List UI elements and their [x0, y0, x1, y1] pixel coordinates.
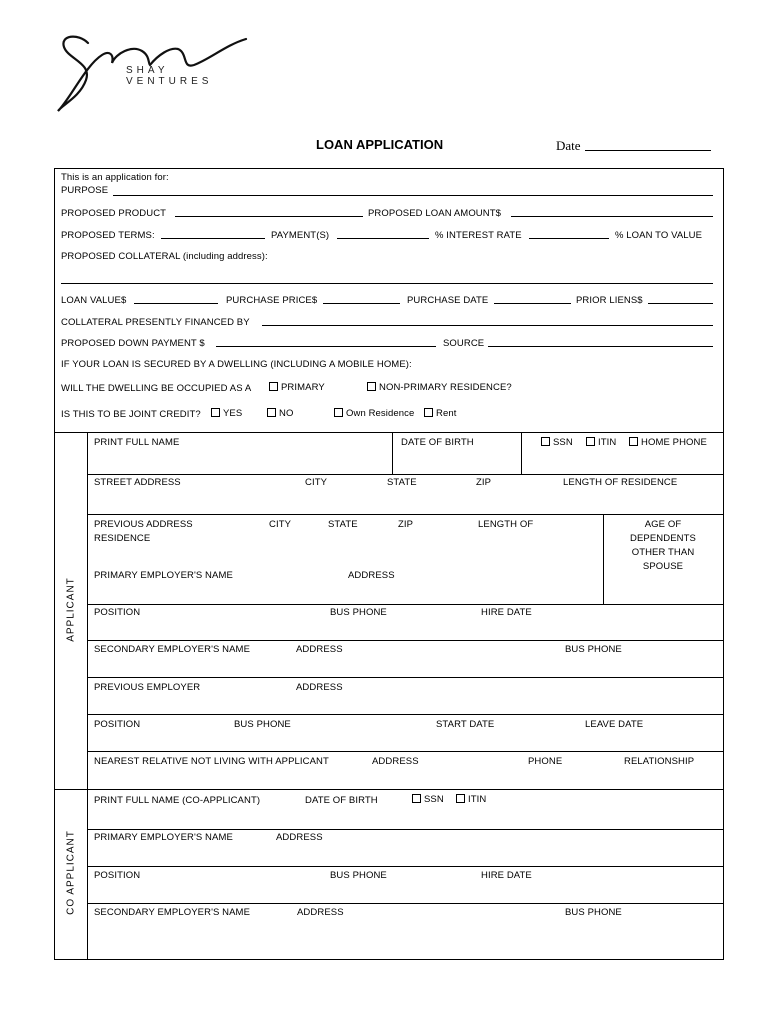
payments-label: PAYMENT(S)	[271, 230, 330, 241]
co-ssn-checkbox[interactable]	[412, 794, 421, 803]
collateral-financed-field[interactable]	[262, 325, 713, 326]
co-primary-employer-label: PRIMARY EMPLOYER'S NAME	[94, 832, 233, 843]
non-primary-label: NON-PRIMARY RESIDENCE?	[379, 382, 512, 393]
proposed-product-label: PROPOSED PRODUCT	[61, 208, 167, 219]
loan-value-label: LOAN VALUE$	[61, 295, 127, 306]
down-payment-field[interactable]	[216, 346, 436, 347]
source-field[interactable]	[488, 346, 713, 347]
rent-option[interactable]	[424, 408, 456, 419]
dependents-line-4: SPOUSE	[642, 561, 684, 572]
applicant-left-column-border	[87, 432, 88, 959]
previous-position-label: POSITION	[94, 719, 141, 730]
co-applicant-section-label: CO APPLICANT	[65, 830, 77, 915]
co-itin-option[interactable]	[456, 794, 486, 805]
joint-credit-label: IS THIS TO BE JOINT CREDIT?	[61, 409, 201, 420]
date-of-birth-label: DATE OF BIRTH	[401, 437, 474, 448]
rent-checkbox[interactable]	[424, 408, 433, 417]
itin-label: ITIN	[598, 437, 617, 448]
interest-rate-field[interactable]	[529, 238, 609, 239]
leave-date-label: LEAVE DATE	[585, 719, 644, 730]
non-primary-checkbox[interactable]	[367, 382, 376, 391]
primary-employer-label: PRIMARY EMPLOYER'S NAME	[94, 570, 233, 581]
itin-option[interactable]	[586, 437, 616, 448]
co-bus-phone-label: BUS PHONE	[330, 870, 387, 881]
dob-ssn-divider	[521, 432, 522, 474]
dwelling-occupied-label: WILL THE DWELLING BE OCCUPIED AS A	[61, 383, 252, 394]
co-ssn-label: SSN	[424, 794, 444, 805]
co-position-label: POSITION	[94, 870, 141, 881]
co-secondary-address-label: ADDRESS	[297, 907, 344, 918]
applicant-section-label: APPLICANT	[65, 577, 77, 642]
co-applicant-top-border	[54, 789, 724, 790]
purchase-date-label: PURCHASE DATE	[407, 295, 489, 306]
applicant-row6-border	[87, 677, 724, 678]
co-secondary-bus-phone-label: BUS PHONE	[565, 907, 622, 918]
street-address-label: STREET ADDRESS	[94, 477, 181, 488]
primary-option[interactable]	[269, 382, 325, 393]
previous-zip-label: ZIP	[398, 519, 414, 530]
yes-checkbox[interactable]	[211, 408, 220, 417]
previous-employer-address-label: ADDRESS	[296, 682, 343, 693]
ssn-label: SSN	[553, 437, 573, 448]
co-secondary-employer-label: SECONDARY EMPLOYER'S NAME	[94, 907, 251, 918]
bus-phone-label: BUS PHONE	[330, 607, 387, 618]
secondary-address-label: ADDRESS	[296, 644, 343, 655]
no-label: NO	[279, 408, 294, 419]
collateral-financed-label: COLLATERAL PRESENTLY FINANCED BY	[61, 317, 250, 328]
proposed-product-field[interactable]	[175, 216, 363, 217]
purchase-date-field[interactable]	[494, 303, 571, 304]
proposed-terms-field[interactable]	[161, 238, 265, 239]
proposed-collateral-field[interactable]	[61, 283, 713, 284]
proposed-terms-label: PROPOSED TERMS:	[61, 230, 155, 241]
previous-address-label: PREVIOUS ADDRESS	[94, 519, 193, 530]
co-row2-border	[87, 866, 724, 867]
previous-employer-label: PREVIOUS EMPLOYER	[94, 682, 201, 693]
co-row1-border	[87, 829, 724, 830]
loan-to-value-label: % LOAN TO VALUE	[615, 230, 703, 241]
own-residence-label: Own Residence	[346, 408, 415, 419]
hire-date-label: HIRE DATE	[481, 607, 532, 618]
previous-city-label: CITY	[269, 519, 292, 530]
name-dob-divider	[392, 432, 393, 474]
prior-liens-field[interactable]	[648, 303, 713, 304]
non-primary-option[interactable]	[367, 382, 512, 393]
dependents-line-1: AGE OF	[644, 519, 682, 530]
company-logo	[50, 25, 260, 120]
home-phone-checkbox[interactable]	[629, 437, 638, 446]
logo-brand-text: SHAY VENTURES	[126, 65, 213, 87]
purchase-price-label: PURCHASE PRICE$	[226, 295, 318, 306]
ssn-option[interactable]	[541, 437, 573, 448]
length-of-label: LENGTH OF	[478, 519, 534, 530]
primary-employer-address-label: ADDRESS	[348, 570, 395, 581]
prior-liens-label: PRIOR LIENS$	[576, 295, 643, 306]
dependents-line-2: DEPENDENTS	[630, 533, 696, 544]
print-full-name-label: PRINT FULL NAME	[94, 437, 180, 448]
position-label: POSITION	[94, 607, 141, 618]
co-print-full-name-label: PRINT FULL NAME (CO-APPLICANT)	[94, 795, 261, 806]
co-hire-date-label: HIRE DATE	[481, 870, 532, 881]
relative-address-label: ADDRESS	[372, 756, 419, 767]
applicant-row5-border	[87, 640, 724, 641]
applicant-top-border	[54, 432, 724, 433]
home-phone-label: HOME PHONE	[641, 437, 707, 448]
primary-checkbox[interactable]	[269, 382, 278, 391]
intro-text: This is an application for:	[61, 172, 169, 183]
relationship-label: RELATIONSHIP	[624, 756, 695, 767]
previous-bus-phone-label: BUS PHONE	[234, 719, 291, 730]
city-label: CITY	[305, 477, 328, 488]
proposed-collateral-label: PROPOSED COLLATERAL (including address):	[61, 251, 268, 262]
applicant-row4-border	[87, 604, 724, 605]
length-of-residence-label: LENGTH OF RESIDENCE	[563, 477, 678, 488]
secondary-employer-label: SECONDARY EMPLOYER'S NAME	[94, 644, 251, 655]
date-label: Date	[556, 138, 581, 153]
date-field[interactable]	[585, 150, 711, 151]
applicant-row2-border	[87, 514, 724, 515]
secondary-bus-phone-label: BUS PHONE	[565, 644, 622, 655]
primary-label: PRIMARY	[281, 382, 325, 393]
purpose-field[interactable]	[113, 195, 713, 196]
purpose-label: PURPOSE	[61, 185, 109, 196]
own-residence-checkbox[interactable]	[334, 408, 343, 417]
applicant-row8-border	[87, 751, 724, 752]
secured-dwelling-text: IF YOUR LOAN IS SECURED BY A DWELLING (INCLUDING A MOBILE HOME):	[61, 359, 412, 370]
dependents-line-3: OTHER THAN	[631, 547, 695, 558]
relative-phone-label: PHONE	[528, 756, 563, 767]
state-label: STATE	[387, 477, 417, 488]
no-option[interactable]	[267, 408, 293, 419]
interest-rate-label: % INTEREST RATE	[435, 230, 522, 241]
payments-field[interactable]	[337, 238, 429, 239]
home-phone-option[interactable]	[629, 437, 707, 448]
co-itin-checkbox[interactable]	[456, 794, 465, 803]
zip-label: ZIP	[476, 477, 492, 488]
start-date-label: START DATE	[436, 719, 495, 730]
co-ssn-option[interactable]	[412, 794, 444, 805]
ssn-checkbox[interactable]	[541, 437, 550, 446]
own-residence-option[interactable]	[334, 408, 414, 419]
proposed-loan-amount-label: PROPOSED LOAN AMOUNT$	[368, 208, 502, 219]
itin-checkbox[interactable]	[586, 437, 595, 446]
loan-value-field[interactable]	[134, 303, 218, 304]
residence-label: RESIDENCE	[94, 533, 151, 544]
source-label: SOURCE	[443, 338, 485, 349]
applicant-row7-border	[87, 714, 724, 715]
applicant-row1-border	[87, 474, 724, 475]
nearest-relative-label: NEAREST RELATIVE NOT LIVING WITH APPLICANT	[94, 756, 329, 767]
purchase-price-field[interactable]	[323, 303, 400, 304]
down-payment-label: PROPOSED DOWN PAYMENT $	[61, 338, 205, 349]
rent-label: Rent	[436, 408, 457, 419]
yes-label: YES	[223, 408, 243, 419]
yes-option[interactable]	[211, 408, 242, 419]
co-itin-label: ITIN	[468, 794, 487, 805]
no-checkbox[interactable]	[267, 408, 276, 417]
page-title: LOAN APPLICATION	[316, 137, 444, 152]
co-primary-employer-address-label: ADDRESS	[276, 832, 323, 843]
co-row3-border	[87, 903, 724, 904]
previous-state-label: STATE	[328, 519, 358, 530]
proposed-loan-amount-field[interactable]	[511, 216, 713, 217]
co-date-of-birth-label: DATE OF BIRTH	[305, 795, 378, 806]
